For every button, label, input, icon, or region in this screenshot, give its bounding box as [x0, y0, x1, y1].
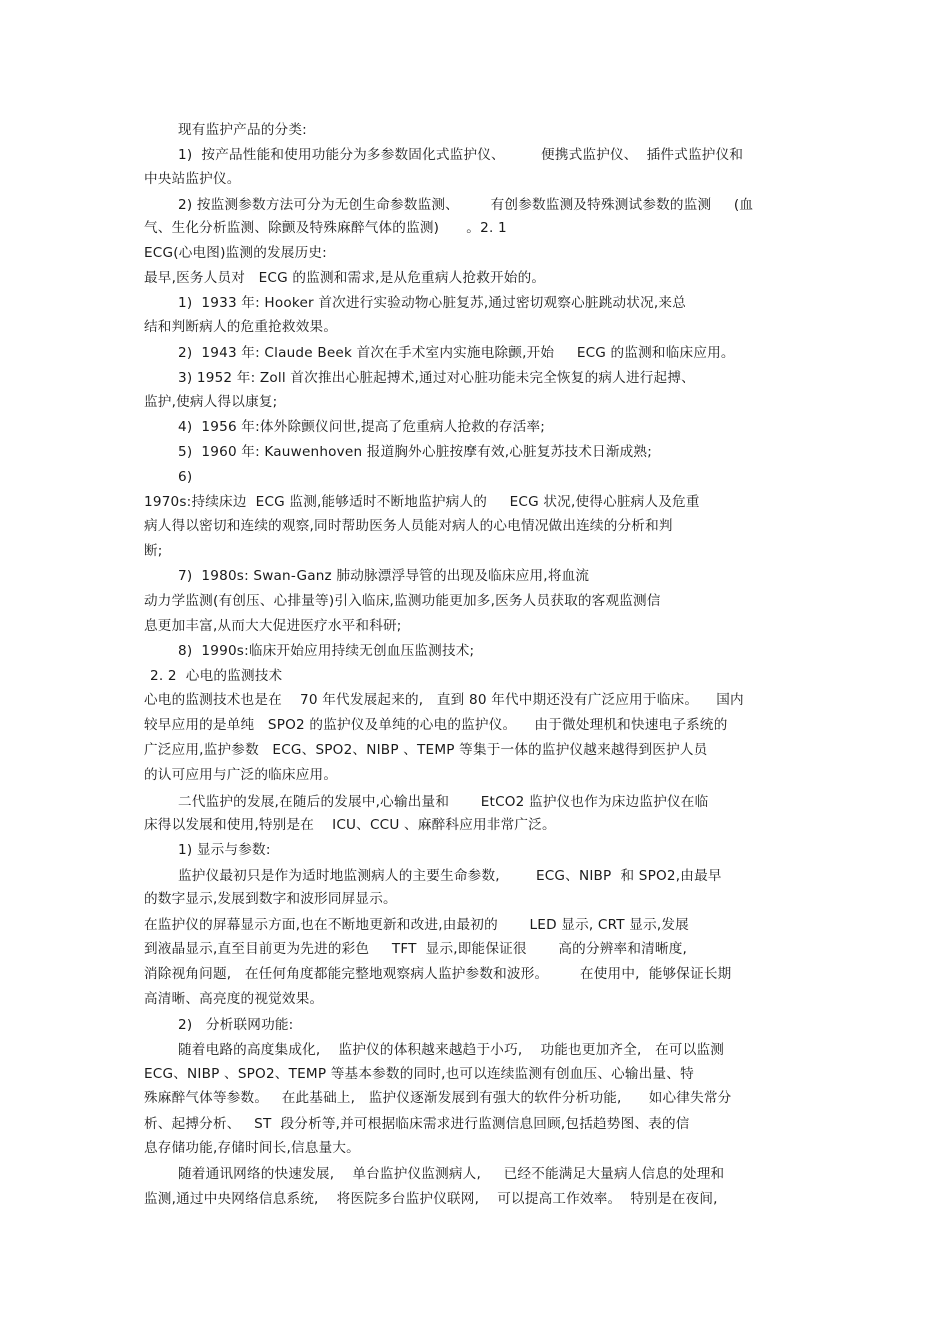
text-line: 动力学监测(有创压、心排量等)引入临床,监测功能更加多,医务人员获取的客观监测信	[144, 593, 661, 609]
text-line: 病人得以密切和连续的观察,同时帮助医务人员能对病人的心电情况做出连续的分析和判	[144, 518, 673, 534]
text-line: 7) 1980s: Swan-Ganz 肺动脉漂浮导管的出现及临床应用,将血流	[178, 568, 590, 584]
text-line: 心电的监测技术也是在 70 年代发展起来的, 直到 80 年代中期还没有广泛应用于临床。 国内	[144, 692, 744, 708]
section-heading: 2. 2 心电的监测技术	[150, 668, 283, 684]
text-line: 高清晰、高亮度的视觉效果。	[144, 991, 324, 1007]
text-line: 1970s:持续床边 ECG 监测,能够适时不断地监护病人的 ECG 状况,使得心脏病人及危重	[144, 494, 700, 510]
text-line: 中央站监护仪。	[144, 171, 241, 187]
text-line: ECG(心电图)监测的发展历史:	[144, 245, 327, 261]
text-line: 析、起搏分析、 ST 段分析等,并可根据临床需求进行监测信息回顾,包括趋势图、表的信	[144, 1116, 690, 1132]
text-line: 5) 1960 年: Kauwenhoven 报道胸外心脏按摩有效,心脏复苏技术日渐成熟;	[178, 444, 652, 460]
text-line: 消除视角问题, 在任何角度都能完整地观察病人监护参数和波形。 在使用中, 能够保证长期	[144, 966, 732, 982]
text-line: 殊麻醉气体等参数。 在此基础上, 监护仪逐渐发展到有强大的软件分析功能, 如心律失常分	[144, 1090, 732, 1106]
text-line: 1) 显示与参数:	[178, 842, 271, 858]
text-line: 监测,通过中央网络信息系统, 将医院多台监护仪联网, 可以提高工作效率。 特别是在夜间,	[144, 1191, 718, 1207]
text-line: 随着电路的高度集成化, 监护仪的体积越来越趋于小巧, 功能也更加齐全, 在可以监测	[178, 1042, 725, 1058]
text-line: 的数字显示,发展到数字和波形同屏显示。	[144, 891, 397, 907]
text-line: 6)	[178, 469, 193, 485]
text-line: 8) 1990s:临床开始应用持续无创血压监测技术;	[178, 643, 475, 659]
text-line: 较早应用的是单纯 SPO2 的监护仪及单纯的心电的监护仪。 由于微处理机和快速电子系统的	[144, 717, 728, 733]
text-line: 的认可应用与广泛的临床应用。	[144, 767, 338, 783]
text-line: 息更加丰富,从而大大促进医疗水平和科研;	[144, 618, 402, 634]
text-line: 1) 1933 年: Hooker 首次进行实验动物心脏复苏,通过密切观察心脏跳动状况,来总	[178, 295, 686, 311]
text-line: 息存储功能,存储时间长,信息量大。	[144, 1140, 360, 1156]
text-line: 到液晶显示,直至目前更为先进的彩色 TFT 显示,即能保证很 高的分辨率和清晰度,	[144, 941, 688, 957]
text-line: 气、生化分析监测、除颤及特殊麻醉气体的监测) 。2. 1	[144, 220, 507, 236]
text-line: 二代监护的发展,在随后的发展中,心输出量和 EtCO2 监护仪也作为床边监护仪在临	[178, 794, 709, 810]
text-line: ECG、NIBP 、SPO2、TEMP 等基本参数的同时,也可以连续监测有创血压、心输出量、特	[144, 1066, 694, 1082]
text-line: 断;	[144, 543, 163, 559]
text-line: 4) 1956 年:体外除颤仪问世,提高了危重病人抢救的存活率;	[178, 419, 546, 435]
text-line: 监护仪最初只是作为适时地监测病人的主要生命参数, ECG、NIBP 和 SPO2,由最早	[178, 868, 722, 884]
text-line: 结和判断病人的危重抢救效果。	[144, 319, 338, 335]
text-line: 随着通讯网络的快速发展, 单台监护仪监测病人, 已经不能满足大量病人信息的处理和	[178, 1166, 725, 1182]
text-line: 在监护仪的屏幕显示方面,也在不断地更新和改进,由最初的 LED 显示, CRT 显示,发展	[144, 917, 689, 933]
text-line: 1) 按产品性能和使用功能分为多参数固化式监护仪、 便携式监护仪、 插件式监护仪和	[178, 147, 744, 163]
text-line: 3) 1952 年: Zoll 首次推出心脏起搏术,通过对心脏功能未完全恢复的病人进行起搏、	[178, 370, 695, 386]
text-line: 2) 分析联网功能:	[178, 1017, 294, 1033]
text-line: 2) 按监测参数方法可分为无创生命参数监测、 有创参数监测及特殊测试参数的监测 (血	[178, 197, 754, 213]
text-line: 监护,使病人得以康复;	[144, 394, 278, 410]
text-line: 2) 1943 年: Claude Beek 首次在手术室内实施电除颤,开始 ECG 的监测和临床应用。	[178, 345, 735, 361]
text-line: 现有监护产品的分类:	[178, 122, 307, 138]
text-line: 最早,医务人员对 ECG 的监测和需求,是从危重病人抢救开始的。	[144, 270, 546, 286]
text-line: 床得以发展和使用,特别是在 ICU、CCU 、麻醉科应用非常广泛。	[144, 817, 556, 833]
text-line: 广泛应用,监护参数 ECG、SPO2、NIBP 、TEMP 等集于一体的监护仪越来越得到医护人员	[144, 742, 708, 758]
